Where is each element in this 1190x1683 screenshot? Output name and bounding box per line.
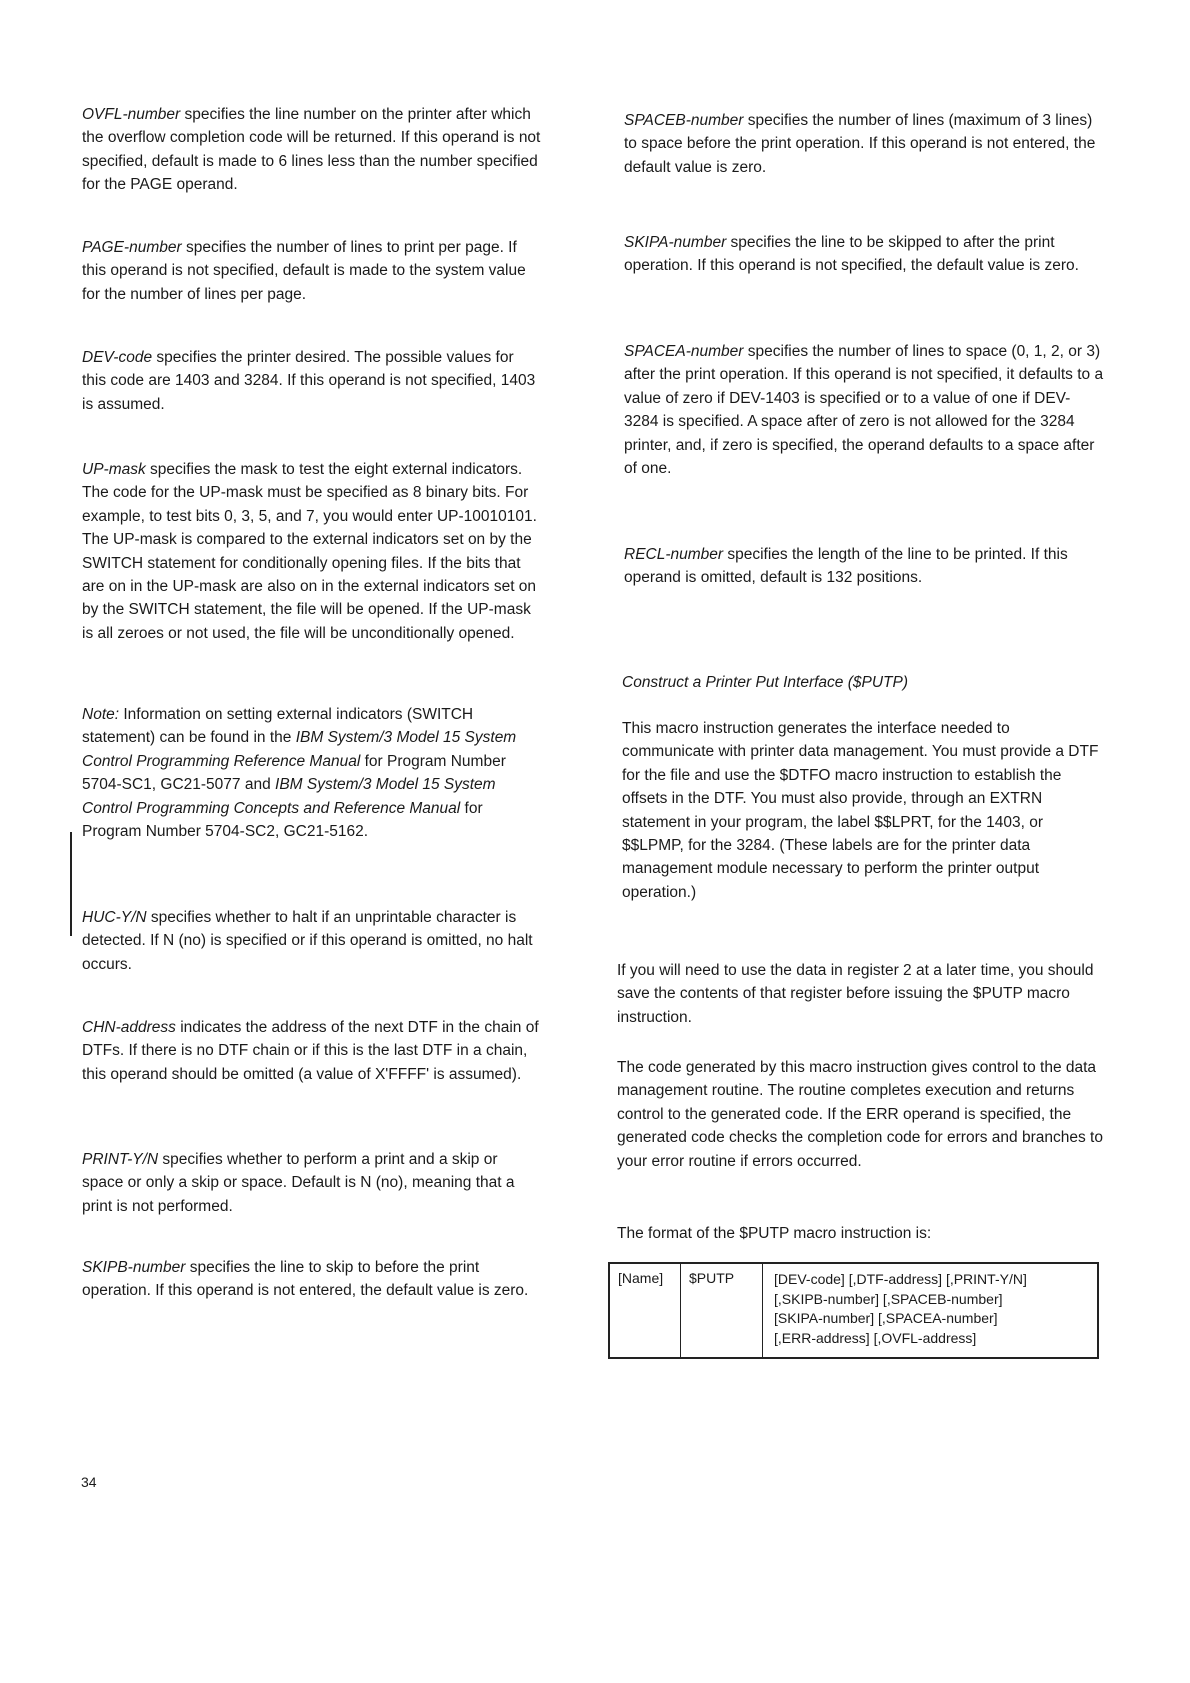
- format-operand-line: [SKIPA-number] [,SPACEA-number]: [774, 1310, 998, 1326]
- format-intro-paragraph: [617, 1222, 1104, 1245]
- format-operand-line: [,ERR-address] [,OVFL-address]: [774, 1329, 977, 1346]
- skipa-text: specifies the line to be skipped to after the print operation. If this operand is not specified, the default value is zero.: [624, 234, 1079, 275]
- note-label: Note:: [82, 706, 120, 723]
- spaceb-term: SPACEB-number: [624, 112, 744, 129]
- putp-intro-text: This macro instruction generates the interface needed to communicate with printer data management. You must provide a DTF for the file and use the $DTFO macro instruction to establish the offsets in the DTF. You must also provide, through an EXTRN statement in your program, the label $$LPRT, for the 1403, or $$LPMP, for the 3284. (These labels are for the printer data management module necessary to perform the printer output operation.): [622, 720, 1099, 901]
- upmask-description: [82, 458, 542, 645]
- putp-intro-paragraph: [622, 717, 1104, 904]
- format-intro-text: The format of the $PUTP macro instruction is:: [617, 1225, 932, 1242]
- recl-description: [624, 543, 1104, 590]
- register-note-text: If you will need to use the data in register 2 at a later time, you should save the contents of that register before issuing the $PUTP macro instruction.: [617, 962, 1094, 1026]
- revision-bar: [70, 832, 72, 936]
- note-text-1: Information on setting external indicators (SWITCH statement) can be found in the: [82, 706, 474, 747]
- generated-code-paragraph: [617, 1056, 1104, 1173]
- print-term: PRINT-Y/N: [82, 1151, 159, 1168]
- format-operand-line: [DEV-code] [,DTF-address] [,PRINT-Y/N]: [774, 1271, 1027, 1287]
- format-operands-cell: [763, 1264, 1097, 1357]
- skipb-description: [82, 1256, 542, 1303]
- page-number: 34: [81, 1474, 97, 1490]
- recl-term: RECL-number: [624, 546, 724, 563]
- dev-description: [82, 346, 542, 416]
- chn-description: [82, 1016, 542, 1086]
- spacea-term: SPACEA-number: [624, 343, 744, 360]
- ovfl-term: OVFL-number: [82, 106, 181, 123]
- page-description: [82, 236, 542, 306]
- spaceb-description: [624, 109, 1104, 179]
- note-text-3: for Program Number 5704-SC2, GC21-5162.: [82, 799, 483, 841]
- print-description: [82, 1148, 542, 1218]
- note-paragraph: [82, 703, 542, 843]
- upmask-text: specifies the mask to test the eight external indicators. The code for the UP-mask must be specified as 8 binary bits. For example, to test bits 0, 3, 5, and 7, you would enter UP-10010101. The UP-mask is compared to the external indicators set on by the SWITCH statement for conditionally opening files. If the bits that are on in the UP-mask are also on in the external indicators set on by the SWITCH statement, the file will be opened. If the UP-mask is all zeroes or not used, the file will be unconditionally opened.: [82, 461, 537, 642]
- spaceb-text: specifies the number of lines (maximum of 3 lines) to space before the print operation. If this operand is not entered, the default value is zero.: [624, 112, 1096, 176]
- huc-description: [82, 906, 542, 976]
- format-operand-line: [,SKIPB-number] [,SPACEB-number]: [774, 1290, 1003, 1307]
- format-name-cell: [Name]: [610, 1264, 681, 1357]
- skipb-term: SKIPB-number: [82, 1259, 186, 1276]
- ovfl-text: specifies the line number on the printer after which the overflow completion code will be returned. If this operand is not specified, default is made to 6 lines less than the number specified for the PAGE operand.: [82, 106, 541, 194]
- skipb-text: specifies the line to skip to before the print operation. If this operand is not entered, the default value is zero.: [82, 1259, 529, 1300]
- skipa-description: [624, 231, 1104, 278]
- spacea-description: [624, 340, 1104, 480]
- chn-term: CHN-address: [82, 1019, 176, 1036]
- ovfl-description: [82, 103, 542, 197]
- dev-text: specifies the printer desired. The possible values for this code are 1403 and 3284. If this operand is not specified, 1403 is assumed.: [82, 349, 536, 413]
- spacea-text: specifies the number of lines to space (0, 1, 2, or 3) after the print operation. If this operand is not specified, it defaults to a value of zero if DEV-1403 is specified or to a value of one if DEV-3284 is specified. A space after of zero is not allowed for the 3284 printer, and, if zero is specified, the operand defaults to a space after of one.: [624, 343, 1104, 478]
- format-operation-cell: $PUTP: [681, 1264, 763, 1357]
- chn-text: indicates the address of the next DTF in the chain of DTFs. If there is no DTF chain or if this is the last DTF in a chain, this operand should be omitted (a value of X'FFFF' is assumed).: [82, 1019, 539, 1083]
- upmask-term: UP-mask: [82, 461, 146, 478]
- skipa-term: SKIPA-number: [624, 234, 727, 251]
- note-manual-1: IBM System/3 Model 15 System Control Programming Reference Manual: [82, 729, 517, 770]
- huc-text: specifies whether to halt if an unprintable character is detected. If N (no) is specified or if this operand is omitted, no halt occurs.: [82, 909, 533, 973]
- register-note-paragraph: [617, 959, 1104, 1029]
- print-text: specifies whether to perform a print and a skip or space or only a skip or space. Default is N (no), meaning that a print is not performed.: [82, 1151, 515, 1215]
- recl-text: specifies the length of the line to be printed. If this operand is omitted, default is 132 positions.: [624, 546, 1068, 587]
- section-heading: Construct a Printer Put Interface ($PUTP): [622, 674, 908, 691]
- note-text-2: for Program Number 5704-SC1, GC21-5077 and: [82, 752, 506, 794]
- page-text: specifies the number of lines to print per page. If this operand is not specified, default is made to the system value for the number of lines per page.: [82, 239, 526, 303]
- macro-format-box: [608, 1262, 1099, 1359]
- page-term: PAGE-number: [82, 239, 182, 256]
- generated-code-text: The code generated by this macro instruction gives control to the data management routine. The routine completes execution and returns control to the generated code. If the ERR operand is specified, the generated code checks the completion code for errors and branches to your error routine if errors occurred.: [617, 1059, 1103, 1170]
- note-manual-2: IBM System/3 Model 15 System Control Programming Concepts and Reference Manual: [82, 776, 496, 817]
- dev-term: DEV-code: [82, 349, 153, 366]
- huc-term: HUC-Y/N: [82, 909, 147, 926]
